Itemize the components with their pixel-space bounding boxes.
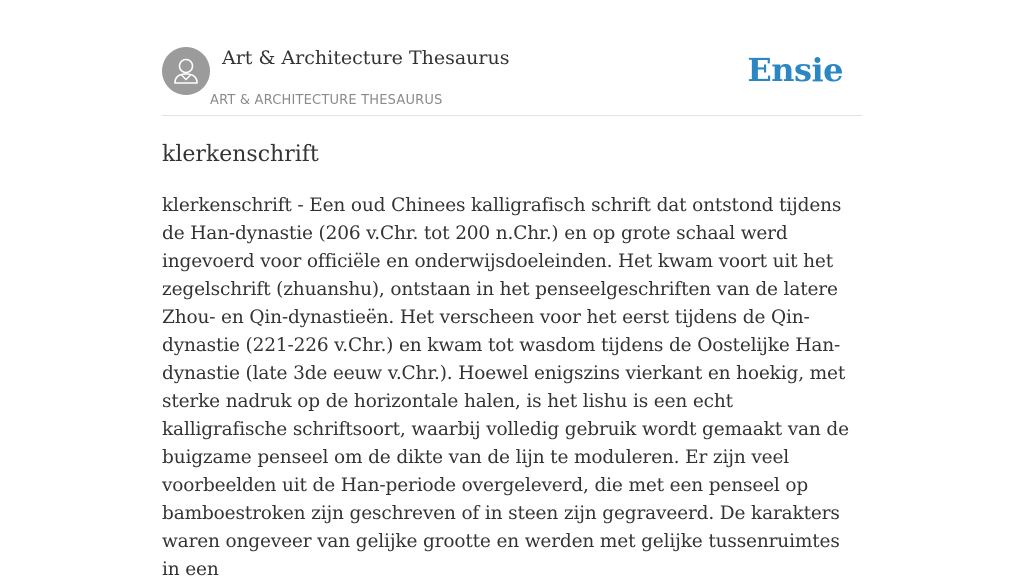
page-title: klerkenschrift [162,142,319,167]
article-body: klerkenschrift - Een oud Chinees kalligrafisch schrift dat ontstond tijdens de Han-dynastie (206 v.Chr. tot 200 n.Chr.) en op grote schaal werd ingevoerd voor officiële en onderwijsdoeleinden. Het kwam voort uit het zegelschrift (zhuanshu), ontstaan in het penseelgeschriften van de latere Zhou- en Qin-dynastieën. Het verscheen voor het eerst tijdens de Qin-dynastie (221-226 v.Chr.) en kwam tot wasdom tijdens de Oostelijke Han-dynastie (late 3de eeuw v.Chr.). Hoewel enigszins vierkant en hoekig, met sterke nadruk op de horizontale halen, is het lishu is een echt kalligrafische schriftsoort, waarbij volledig gebruik wordt gemaakt van de buigzame penseel om de dikte van de lijn te moduleren. Er zijn veel voorbeelden uit de Han-periode overgeleverd, die met een penseel op bamboestroken zijn geschreven of in steen zijn gegraveerd. De karakters waren ongeveer van gelijke grootte en werden met gelijke tussenruimtes in een [162,195,849,580]
user-icon [162,47,210,95]
author-header [162,46,862,116]
brand-logo[interactable]: Ensie [747,51,843,89]
avatar[interactable] [162,47,210,95]
author-name[interactable]: Art & Architecture Thesaurus [222,47,510,69]
author-subtitle: ART & ARCHITECTURE THESAURUS [210,93,443,108]
